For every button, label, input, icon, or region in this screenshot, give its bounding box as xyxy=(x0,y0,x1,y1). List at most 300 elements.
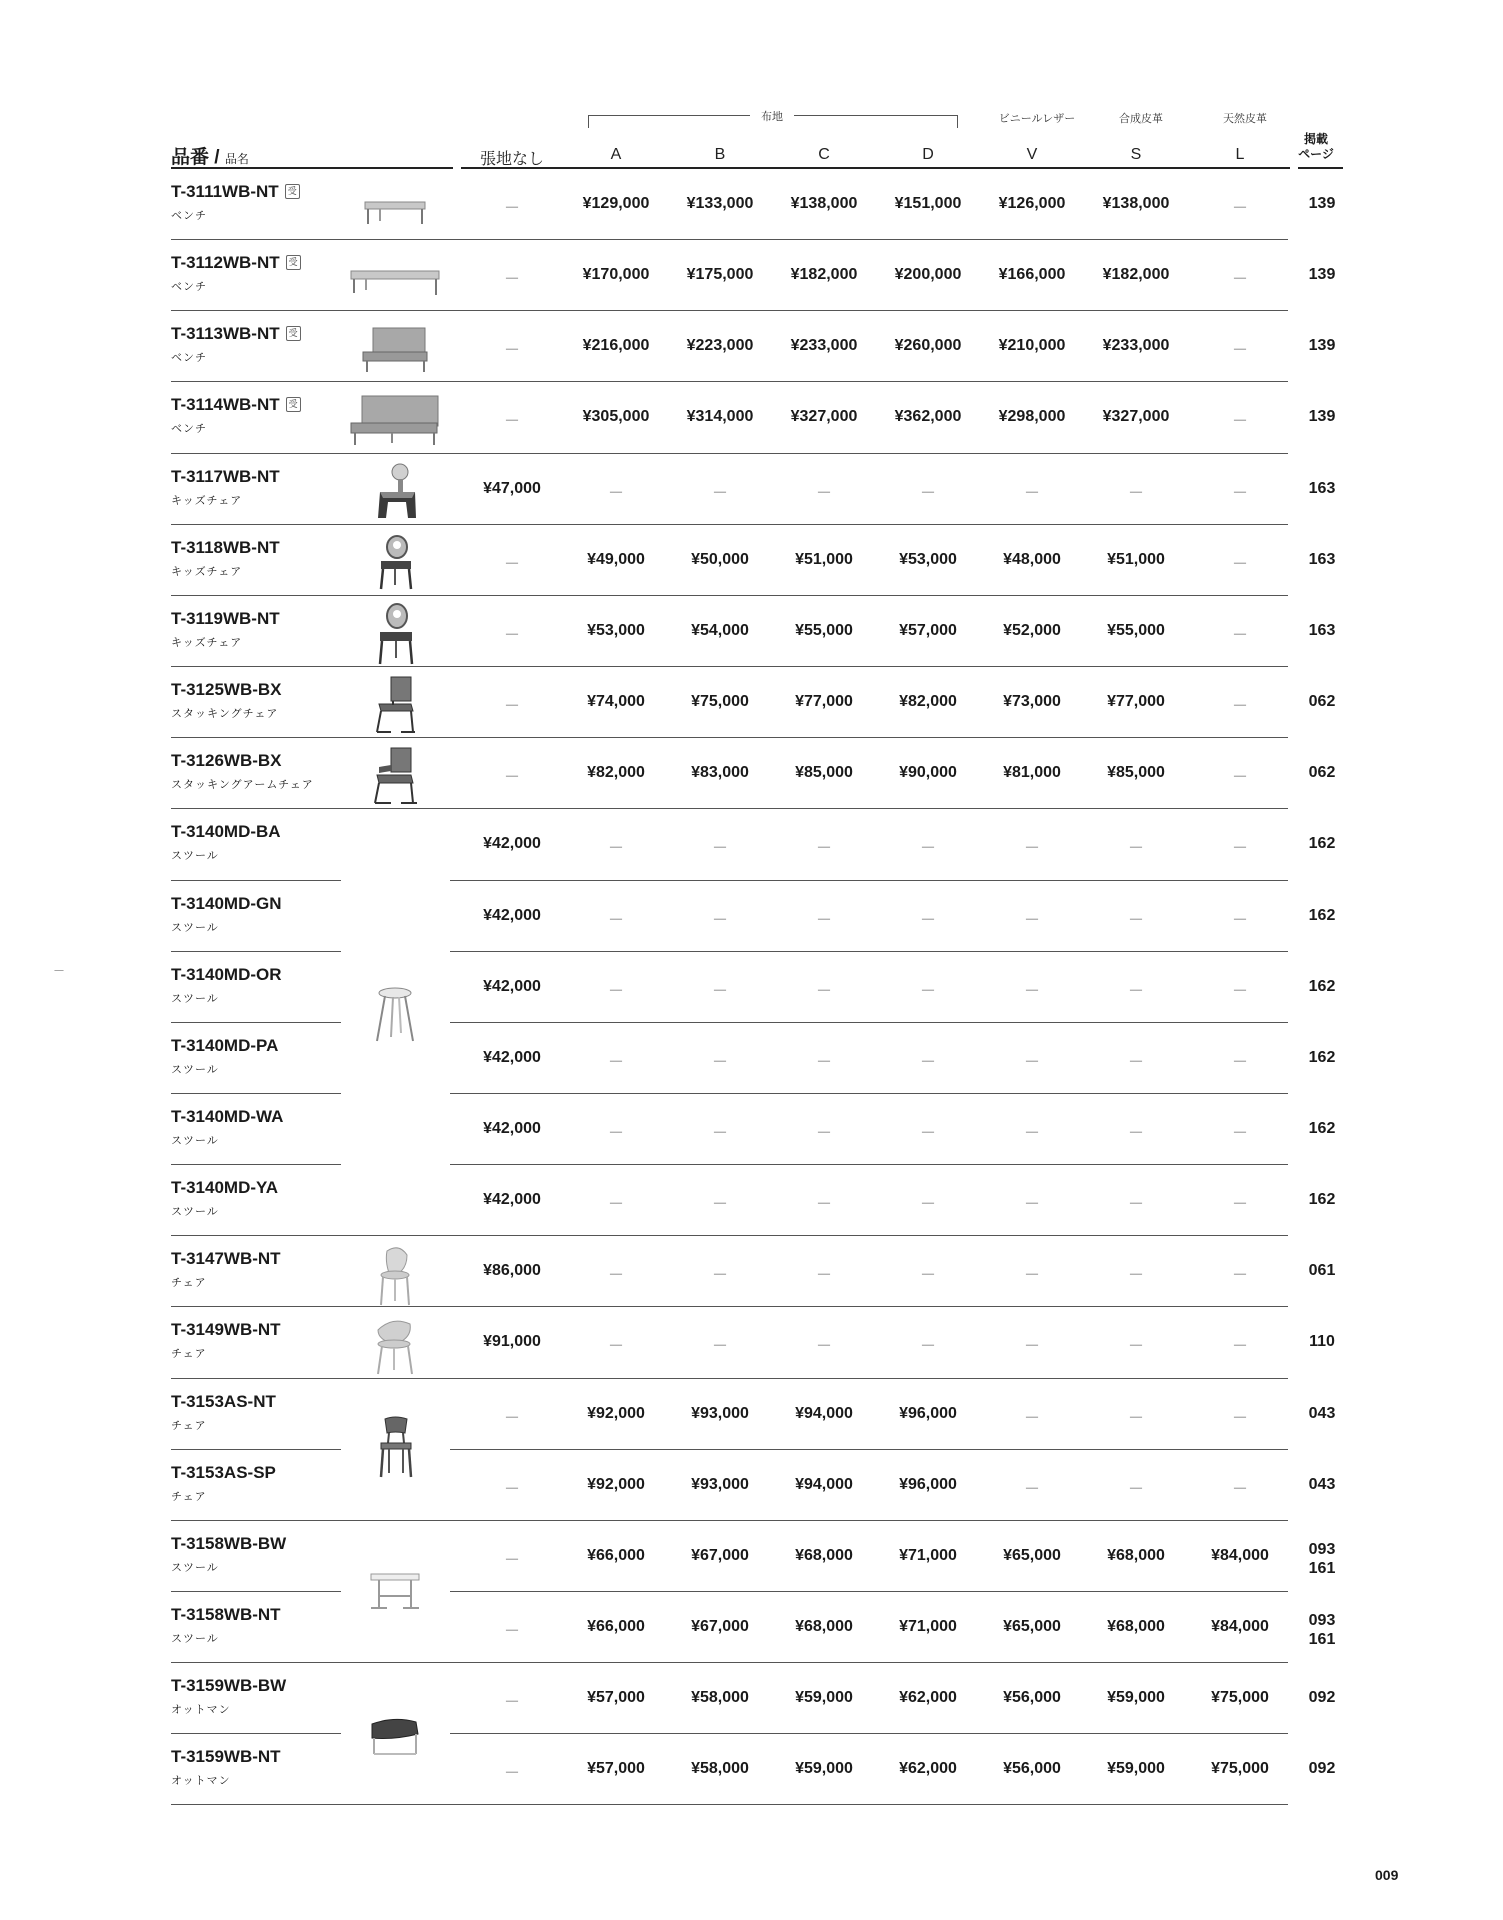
part-number xyxy=(171,324,301,344)
price-cell: － xyxy=(1127,1196,1144,1214)
table-row xyxy=(0,1664,1503,1735)
price-cell: － xyxy=(503,769,520,787)
col-header-l: L xyxy=(1235,146,1245,163)
price-cell: － xyxy=(503,1480,520,1498)
part-number-text: T-3111WB-NT xyxy=(171,182,279,201)
catalog-page xyxy=(1292,1611,1352,1649)
price-cell: － xyxy=(1023,1409,1040,1427)
price-cell: ¥314,000 xyxy=(686,408,754,426)
row-divider xyxy=(171,1235,1288,1236)
price-cell: － xyxy=(1023,1124,1040,1142)
price-cell: － xyxy=(919,484,936,502)
price-cell: ¥90,000 xyxy=(899,764,957,782)
price-cell: － xyxy=(815,484,832,502)
col-header-b: B xyxy=(714,146,726,163)
product-name: オットマン xyxy=(171,1704,231,1717)
ottoman-icon xyxy=(340,1706,450,1766)
price-cell: － xyxy=(919,911,936,929)
part-number-text: T-3153AS-SP xyxy=(171,1462,276,1482)
price-cell: ¥129,000 xyxy=(582,195,650,212)
product-name: スツール xyxy=(171,1633,219,1645)
table-row xyxy=(0,668,1503,739)
price-cell: － xyxy=(607,1338,624,1356)
part-number-text: T-3140MD-GN xyxy=(171,893,282,913)
price-cell: － xyxy=(815,1196,832,1214)
row-divider xyxy=(171,880,341,881)
part-number-text: T-3126WB-BX xyxy=(171,751,282,771)
part-number xyxy=(171,965,282,985)
price-cell: － xyxy=(503,698,520,716)
price-cell: － xyxy=(711,1338,728,1356)
col-header-nofabric: 張地なし xyxy=(479,151,544,168)
price-cell: ¥85,000 xyxy=(795,764,853,782)
price-cell: － xyxy=(815,982,832,1000)
catalog-page xyxy=(1292,1120,1352,1138)
price-cell: ¥51,000 xyxy=(1107,550,1165,568)
price-cell: － xyxy=(1231,840,1248,858)
price-cell: － xyxy=(711,1196,728,1214)
price-cell: ¥93,000 xyxy=(691,1404,749,1422)
product-name: キッズチェア xyxy=(171,565,243,578)
product-name: チェア xyxy=(171,1277,207,1290)
catalog-page xyxy=(1292,1476,1352,1494)
col-header-s: S xyxy=(1130,146,1142,163)
price-cell: ¥94,000 xyxy=(795,1404,853,1422)
price-cell: － xyxy=(1231,911,1248,929)
part-number-text: T-3147WB-NT xyxy=(171,1249,281,1269)
row-divider xyxy=(171,737,1288,738)
price-cell: ¥58,000 xyxy=(691,1689,749,1707)
price-cell: ¥57,000 xyxy=(587,1760,645,1778)
price-cell: － xyxy=(815,911,832,929)
table-row xyxy=(0,312,1503,383)
price-cell: － xyxy=(607,1267,624,1285)
price-cell: － xyxy=(919,1053,936,1071)
price-cell: ¥58,000 xyxy=(691,1760,749,1778)
price-cell: ¥175,000 xyxy=(686,266,754,284)
price-cell: － xyxy=(711,911,728,929)
catalog-page-number: 162 xyxy=(1308,1048,1336,1066)
row-divider xyxy=(171,1520,1288,1521)
price-cell: ¥62,000 xyxy=(899,1689,957,1707)
price-cell: － xyxy=(1023,484,1040,502)
catalog-page-number: 093 xyxy=(1308,1540,1336,1558)
price-cell: － xyxy=(503,271,520,289)
price-cell: ¥75,000 xyxy=(1211,1689,1269,1707)
part-number xyxy=(171,609,280,629)
part-number xyxy=(171,1107,283,1127)
price-cell: ¥67,000 xyxy=(691,1546,749,1564)
row-divider xyxy=(171,1306,1288,1307)
table-row xyxy=(0,1095,1503,1166)
catalog-page-number: 092 xyxy=(1308,1689,1336,1707)
price-cell: ¥182,000 xyxy=(790,266,858,284)
price-cell: ¥94,000 xyxy=(795,1475,853,1493)
catalog-page-number: 162 xyxy=(1308,835,1336,853)
price-cell: ¥54,000 xyxy=(691,621,749,639)
wood-chair-icon xyxy=(340,1412,450,1482)
price-cell: ¥84,000 xyxy=(1211,1618,1269,1635)
price-cell: ¥42,000 xyxy=(483,1048,541,1066)
bench-small-icon xyxy=(340,172,450,243)
price-cell: － xyxy=(607,840,624,858)
part-number xyxy=(171,1463,276,1483)
row-divider xyxy=(171,453,1288,454)
price-cell: － xyxy=(607,911,624,929)
price-cell: － xyxy=(607,1124,624,1142)
product-name: ベンチ xyxy=(171,281,207,294)
price-cell: ¥327,000 xyxy=(1102,408,1170,426)
price-cell: － xyxy=(815,840,832,858)
price-cell: ¥75,000 xyxy=(1211,1760,1269,1778)
product-name: スツール xyxy=(171,1063,219,1076)
part-number xyxy=(171,1036,278,1056)
row-divider xyxy=(450,880,1288,881)
header-vinyl-label: ビニールレザー xyxy=(998,113,1076,125)
catalog-page xyxy=(1292,978,1352,996)
price-cell: － xyxy=(711,484,728,502)
part-number xyxy=(171,1249,281,1269)
catalog-page-number: 043 xyxy=(1308,1475,1336,1493)
price-cell: － xyxy=(1023,1053,1040,1071)
price-cell: ¥91,000 xyxy=(483,1333,541,1351)
price-cell: － xyxy=(815,1053,832,1071)
price-cell: ¥59,000 xyxy=(1107,1689,1165,1707)
price-cell: － xyxy=(503,342,520,360)
price-cell: ¥56,000 xyxy=(1003,1760,1061,1778)
price-cell: － xyxy=(1231,769,1248,787)
price-cell: － xyxy=(607,982,624,1000)
product-name: オットマン xyxy=(171,1775,231,1788)
part-number-text: T-3158WB-BW xyxy=(171,1533,287,1553)
price-cell: － xyxy=(919,1124,936,1142)
side-mark: － xyxy=(53,964,66,978)
product-name: ベンチ xyxy=(171,423,207,436)
price-cell: ¥210,000 xyxy=(998,337,1066,355)
price-cell: ¥59,000 xyxy=(1107,1760,1165,1778)
price-cell: ¥77,000 xyxy=(795,693,853,711)
row-divider xyxy=(171,524,1288,525)
catalog-page-number: 092 xyxy=(1308,1760,1336,1778)
header-rule-page xyxy=(1298,167,1343,169)
row-divider xyxy=(171,1804,1288,1805)
price-cell: － xyxy=(1023,1267,1040,1285)
col-header-v: V xyxy=(1026,146,1038,163)
price-cell: － xyxy=(1023,1480,1040,1498)
price-cell: ¥86,000 xyxy=(483,1262,541,1280)
catalog-page xyxy=(1292,1333,1352,1351)
row-divider xyxy=(171,239,1288,240)
price-cell: ¥182,000 xyxy=(1102,266,1170,284)
price-cell: － xyxy=(711,982,728,1000)
row-divider xyxy=(450,1164,1288,1165)
catalog-page-number: 062 xyxy=(1308,693,1336,711)
price-cell: ¥42,000 xyxy=(483,1191,541,1209)
header-fabric-label: 布地 xyxy=(750,108,794,124)
part-number-text: T-3149WB-NT xyxy=(171,1320,281,1340)
row-divider xyxy=(171,381,1288,382)
part-number xyxy=(171,1747,281,1767)
part-number xyxy=(171,1676,286,1696)
catalog-page-number: 093 xyxy=(1308,1612,1336,1629)
price-cell: － xyxy=(503,1765,520,1783)
row-divider xyxy=(171,951,341,952)
part-number-text: T-3113WB-NT xyxy=(171,324,280,344)
price-cell: － xyxy=(1231,1409,1248,1427)
price-cell: ¥53,000 xyxy=(899,550,957,568)
price-cell: ¥96,000 xyxy=(899,1404,957,1422)
row-divider xyxy=(171,1733,341,1734)
part-number xyxy=(171,1534,286,1554)
price-cell: － xyxy=(1231,1196,1248,1214)
price-cell: － xyxy=(1231,342,1248,360)
col-header-d: D xyxy=(922,146,934,163)
row-divider xyxy=(171,1164,341,1165)
price-cell: ¥92,000 xyxy=(587,1475,645,1493)
catalog-page xyxy=(1292,1760,1352,1778)
catalog-page-number: 163 xyxy=(1308,479,1336,497)
row-divider xyxy=(171,808,1288,809)
price-cell: ¥65,000 xyxy=(1003,1618,1061,1635)
catalog-page-number: 062 xyxy=(1308,764,1336,782)
price-cell: ¥55,000 xyxy=(1107,621,1165,639)
catalog-page xyxy=(1292,551,1352,569)
price-cell: ¥200,000 xyxy=(894,266,962,284)
price-cell: － xyxy=(1023,840,1040,858)
table-row xyxy=(0,1451,1503,1522)
catalog-page-number: 110 xyxy=(1309,1333,1335,1351)
price-cell: － xyxy=(711,840,728,858)
product-name: キッズチェア xyxy=(171,494,243,507)
table-row xyxy=(0,953,1503,1024)
price-cell: － xyxy=(711,1267,728,1285)
price-cell: ¥42,000 xyxy=(483,977,541,995)
part-number xyxy=(171,1605,281,1625)
price-cell: － xyxy=(503,413,520,431)
part-number xyxy=(171,253,301,273)
catalog-page xyxy=(1292,195,1352,213)
page-number: 009 xyxy=(1375,1867,1399,1883)
catalog-page-number: 162 xyxy=(1308,977,1336,995)
price-cell: ¥57,000 xyxy=(587,1689,645,1707)
product-name: スタッキングアームチェア xyxy=(171,779,314,792)
price-cell: ¥84,000 xyxy=(1211,1546,1269,1564)
price-cell: － xyxy=(1127,1480,1144,1498)
price-cell: － xyxy=(919,1267,936,1285)
price-cell: － xyxy=(1231,200,1248,217)
catalog-page xyxy=(1292,1540,1352,1578)
price-cell: ¥59,000 xyxy=(795,1689,853,1707)
product-name: チェア xyxy=(171,1348,207,1361)
part-number xyxy=(171,182,300,202)
row-divider xyxy=(450,1733,1288,1734)
price-cell: ¥166,000 xyxy=(998,266,1066,284)
stool-icon xyxy=(340,985,450,1045)
price-cell: ¥49,000 xyxy=(587,550,645,568)
price-cell: ¥52,000 xyxy=(1003,621,1061,639)
price-cell: － xyxy=(1231,1124,1248,1142)
price-cell: － xyxy=(815,1267,832,1285)
row-divider xyxy=(450,1093,1288,1094)
price-cell: ¥68,000 xyxy=(795,1618,853,1635)
kids-chair-icon xyxy=(340,456,450,527)
price-cell: ¥48,000 xyxy=(1003,550,1061,568)
table-row xyxy=(0,1024,1503,1095)
row-divider xyxy=(171,1093,341,1094)
price-cell: － xyxy=(503,1409,520,1427)
row-divider xyxy=(450,1449,1288,1450)
part-number-text: T-3112WB-NT xyxy=(171,253,280,273)
product-name: スタッキングチェア xyxy=(171,708,279,721)
price-cell: － xyxy=(1231,413,1248,431)
catalog-page-number: 163 xyxy=(1308,550,1336,568)
price-cell: ¥47,000 xyxy=(483,479,541,497)
table-row xyxy=(0,1308,1503,1379)
stacking-armchair-icon xyxy=(340,740,450,811)
price-cell: － xyxy=(607,1196,624,1214)
part-number-text: T-3140MD-PA xyxy=(171,1035,279,1055)
table-row xyxy=(0,241,1503,312)
catalog-page-number-2: 161 xyxy=(1308,1559,1336,1577)
price-cell: － xyxy=(503,626,520,644)
price-cell: ¥42,000 xyxy=(483,835,541,853)
price-cell: － xyxy=(607,1053,624,1071)
price-cell: － xyxy=(1231,555,1248,573)
row-divider xyxy=(450,1022,1288,1023)
price-cell: ¥151,000 xyxy=(894,195,962,212)
catalog-page xyxy=(1292,693,1352,711)
price-cell: － xyxy=(1231,271,1248,289)
part-number-text: T-3114WB-NT xyxy=(171,395,280,415)
price-cell: ¥223,000 xyxy=(686,337,754,355)
price-cell: ¥65,000 xyxy=(1003,1546,1061,1564)
catalog-page xyxy=(1292,1191,1352,1209)
price-cell: ¥50,000 xyxy=(691,550,749,568)
header-leather-label: 天然皮革 xyxy=(1223,113,1267,125)
part-number-text: T-3159WB-NT xyxy=(171,1747,281,1767)
product-name: スツール xyxy=(171,850,219,863)
part-number xyxy=(171,538,280,558)
table-row xyxy=(0,1735,1503,1806)
col-header-a: A xyxy=(610,146,622,163)
price-cell: ¥51,000 xyxy=(795,550,853,568)
price-cell: ¥233,000 xyxy=(1102,337,1170,355)
row-divider xyxy=(171,1449,341,1450)
catalog-page xyxy=(1292,1689,1352,1707)
table-row xyxy=(0,383,1503,454)
part-number xyxy=(171,395,301,415)
part-number xyxy=(171,751,282,771)
product-name: スツール xyxy=(171,921,219,934)
part-number-text: T-3125WB-BX xyxy=(171,680,282,700)
price-cell: ¥42,000 xyxy=(483,1119,541,1137)
part-number xyxy=(171,822,281,842)
catalog-page-number: 162 xyxy=(1308,1119,1336,1137)
table-row xyxy=(0,1166,1503,1237)
catalog-page-number: 162 xyxy=(1308,906,1336,924)
price-cell: － xyxy=(503,1623,520,1640)
row-divider xyxy=(450,1591,1288,1592)
price-cell: ¥83,000 xyxy=(691,764,749,782)
price-cell: ¥74,000 xyxy=(587,693,645,711)
price-cell: － xyxy=(1127,1124,1144,1142)
row-divider xyxy=(171,1591,341,1592)
row-divider xyxy=(171,1378,1288,1379)
part-number-text: T-3158WB-NT xyxy=(171,1605,281,1624)
table-row xyxy=(0,882,1503,953)
table-row xyxy=(0,1522,1503,1593)
part-label: 品番 xyxy=(171,147,210,168)
price-cell: ¥327,000 xyxy=(790,408,858,426)
catalog-page xyxy=(1292,1405,1352,1423)
made-to-order-badge: 受 xyxy=(286,326,301,341)
price-cell: ¥81,000 xyxy=(1003,764,1061,782)
bench-back-icon xyxy=(340,314,450,385)
price-cell: ¥96,000 xyxy=(899,1475,957,1493)
catalog-page xyxy=(1292,408,1352,426)
catalog-page-number: 139 xyxy=(1308,408,1336,426)
price-cell: ¥71,000 xyxy=(899,1618,957,1635)
price-cell: － xyxy=(1231,1053,1248,1071)
catalog-page xyxy=(1292,907,1352,925)
price-cell: － xyxy=(919,840,936,858)
table-row xyxy=(0,1593,1503,1664)
price-cell: ¥59,000 xyxy=(795,1760,853,1778)
catalog-page-number: 043 xyxy=(1308,1404,1336,1422)
product-name: スツール xyxy=(171,1206,219,1219)
price-cell: － xyxy=(1023,1338,1040,1356)
catalog-page xyxy=(1292,1049,1352,1067)
col-header-c: C xyxy=(818,146,830,163)
price-cell: － xyxy=(919,1196,936,1214)
part-number-text: T-3119WB-NT xyxy=(171,608,280,628)
product-name: ベンチ xyxy=(171,352,207,365)
price-cell: ¥170,000 xyxy=(582,266,650,284)
kids-chair-tall-icon xyxy=(340,598,450,669)
product-name: キッズチェア xyxy=(171,636,243,649)
price-cell: － xyxy=(607,484,624,502)
table-row xyxy=(0,526,1503,597)
part-number-text: T-3140MD-OR xyxy=(171,964,282,984)
part-number-text: T-3153AS-NT xyxy=(171,1391,276,1411)
catalog-page-number: 162 xyxy=(1308,1191,1336,1209)
price-cell: － xyxy=(503,555,520,573)
bench-stool-icon xyxy=(340,1562,450,1622)
made-to-order-badge: 受 xyxy=(285,184,300,199)
col-header-page xyxy=(1290,132,1342,162)
price-cell: － xyxy=(1127,1267,1144,1285)
product-name: スツール xyxy=(171,1134,219,1147)
price-cell: ¥82,000 xyxy=(899,693,957,711)
price-cell: ¥298,000 xyxy=(998,408,1066,426)
price-cell: ¥92,000 xyxy=(587,1404,645,1422)
price-cell: ¥93,000 xyxy=(691,1475,749,1493)
table-row xyxy=(0,455,1503,526)
price-cell: ¥42,000 xyxy=(483,906,541,924)
catalog-page-number: 163 xyxy=(1308,621,1336,639)
price-cell: ¥55,000 xyxy=(795,621,853,639)
price-cell: － xyxy=(1023,1196,1040,1214)
catalog-page xyxy=(1292,480,1352,498)
product-name: スツール xyxy=(171,992,219,1005)
price-cell: ¥77,000 xyxy=(1107,693,1165,711)
price-cell: － xyxy=(1023,911,1040,929)
price-cell: ¥68,000 xyxy=(1107,1618,1165,1635)
price-cell: － xyxy=(1127,1053,1144,1071)
price-cell: － xyxy=(503,1551,520,1569)
price-cell: － xyxy=(1127,840,1144,858)
price-cell: － xyxy=(1231,1267,1248,1285)
